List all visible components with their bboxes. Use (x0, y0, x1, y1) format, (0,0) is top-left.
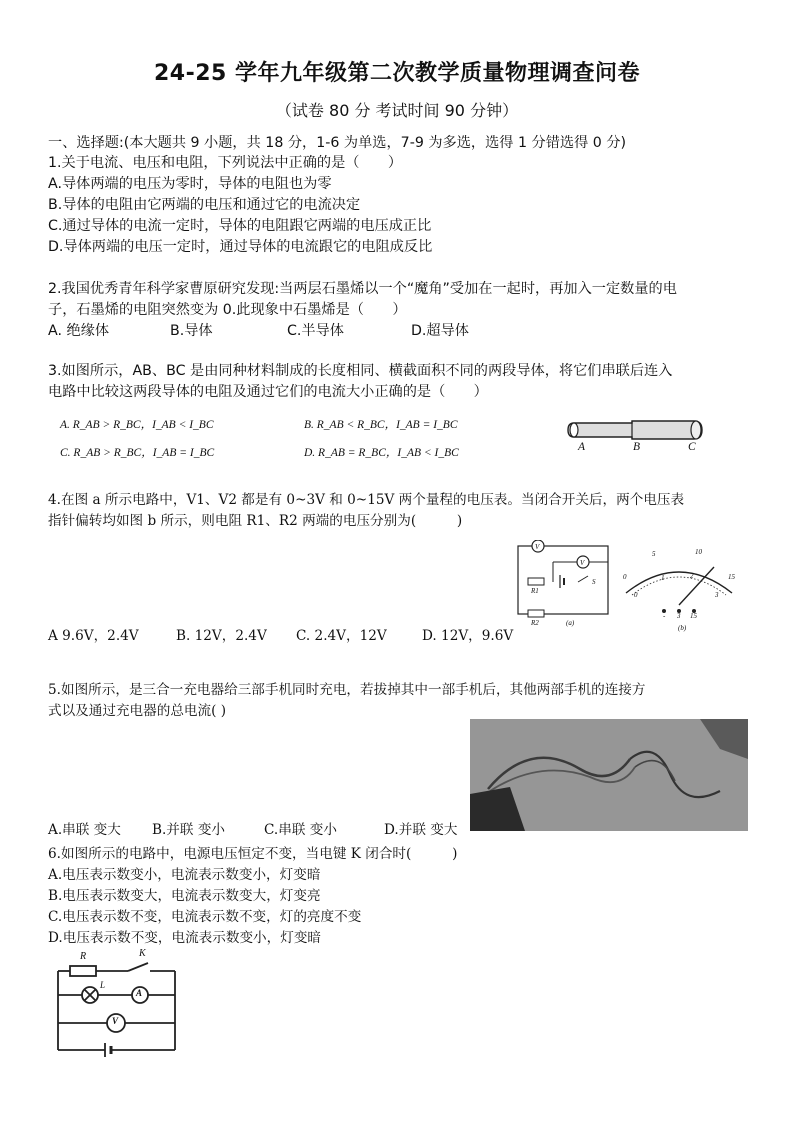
q4-circuit-a-figure (508, 540, 618, 630)
q1-option-d: D.导体两端的电压一定时，通过导体的电流跟它的电阻成反比 (48, 239, 433, 255)
q2-stem-line1: 2.我国优秀青年科学家曹原研究发现:当两层石墨烯以一个“魔角”受加在一起时，再加入一定数量的电 (48, 281, 677, 297)
q4-stem-line1: 4.在图 a 所示电路中，V1、V2 都是有 0~3V 和 0~15V 两个量程的电压表。当闭合开关后，两个电压表 (48, 492, 685, 508)
q6-option-b: B.电压表示数变大，电流表示数变大，灯变亮 (48, 888, 321, 904)
q4-option-c: C. 2.4V，12V (296, 628, 387, 644)
q6-voltmeter-label: V (112, 1016, 119, 1026)
q3-option-b: B. R_AB < R_BC，I_AB = I_BC (304, 419, 458, 431)
q3-option-a: A. R_AB > R_BC，I_AB < I_BC (60, 419, 214, 431)
q1-option-b: B.导体的电阻由它两端的电压和通过它的电流决定 (48, 197, 361, 213)
section-heading: 一、选择题:(本大题共 9 小题，共 18 分，1-6 为单选，7-9 为多选，选得 1 分错选得 0 分) (48, 135, 627, 151)
q4-a-r2-label: R2 (531, 619, 539, 627)
q4-b-terminal-minus: - (663, 612, 666, 620)
q4-b-tick-10: 10 (695, 548, 702, 556)
q3-label-a: A (578, 441, 586, 453)
q4-b-tick-3: 3 (715, 591, 719, 599)
q1-option-c: C.通过导体的电流一定时，导体的电阻跟它两端的电压成正比 (48, 218, 432, 234)
q3-label-c: C (688, 441, 696, 453)
q3-option-d: D. R_AB = R_BC，I_AB < I_BC (304, 447, 459, 459)
q4-option-b: B. 12V，2.4V (176, 628, 267, 644)
q6-label-l: L (100, 980, 106, 990)
q3-label-b: B (633, 441, 641, 453)
q6-option-a: A.电压表示数变小，电流表示数变小，灯变暗 (48, 867, 321, 883)
q4-a-v1-label: V (535, 543, 540, 551)
q5-option-a: A.串联 变大 (48, 822, 121, 838)
q4-stem-line2: 指针偏转均如图 b 所示，则电阻 R1、R2 两端的电压分别为( ) (48, 513, 463, 529)
q3-option-c: C. R_AB > R_BC，I_AB = I_BC (60, 447, 215, 459)
q5-stem-line2: 式以及通过充电器的总电流( ) (48, 703, 227, 719)
q4-b-tick-2: 2 (690, 572, 694, 580)
q1-option-a: A.导体两端的电压为零时，导体的电阻也为零 (48, 176, 332, 192)
exam-subtitle: （试卷 80 分 考试时间 90 分钟） (275, 101, 519, 120)
q4-option-d: D. 12V，9.6V (422, 628, 514, 644)
q2-option-a: A. 绝缘体 (48, 323, 110, 339)
q4-b-terminal-3: 3 (677, 612, 681, 620)
q4-b-tick-5: 5 (652, 550, 656, 558)
q6-circuit-figure (50, 955, 185, 1060)
q6-label-r: R (80, 951, 87, 962)
q6-stem: 6.如图所示的电路中，电源电压恒定不变，当电键 K 闭合时( ) (48, 846, 458, 862)
q4-b-tick-0-upper: 0 (623, 573, 627, 581)
q4-b-tick-0-lower: 0 (634, 591, 638, 599)
q5-option-c: C.串联 变小 (264, 822, 337, 838)
q2-option-d: D.超导体 (411, 323, 469, 339)
q6-ammeter-label: A (136, 988, 143, 998)
q4-b-tick-1: 1 (661, 574, 665, 582)
q6-option-d: D.电压表示数不变，电流表示数变小，灯变暗 (48, 930, 322, 946)
q4-a-caption: (a) (566, 619, 575, 627)
q4-b-tick-15: 15 (728, 573, 735, 581)
q3-stem-line2: 电路中比较这两段导体的电阻及通过它们的电流大小正确的是（ ） (48, 384, 488, 400)
q5-stem-line1: 5.如图所示，是三合一充电器给三部手机同时充电，若拔掉其中一部手机后，其他两部手机的连接方 (48, 682, 646, 698)
q3-stem-line1: 3.如图所示，AB、BC 是由同种材料制成的长度相同、横截面积不同的两段导体，将它们串联后连入 (48, 363, 673, 379)
q6-label-k: K (139, 948, 146, 959)
q4-option-a: A 9.6V，2.4V (48, 628, 139, 644)
q4-b-caption: (b) (678, 624, 687, 632)
q5-charger-photo (470, 719, 748, 831)
q1-stem: 1.关于电流、电压和电阻，下列说法中正确的是（ ） (48, 155, 403, 171)
q4-voltmeter-b-figure (618, 545, 740, 620)
q2-option-b: B.导体 (170, 323, 213, 339)
q2-option-c: C.半导体 (287, 323, 344, 339)
q4-a-r1-label: R1 (531, 587, 539, 595)
exam-title: 24-25 学年九年级第二次教学质量物理调查问卷 (153, 61, 641, 86)
q6-option-c: C.电压表示数不变，电流表示数不变，灯的亮度不变 (48, 909, 362, 925)
q2-stem-line2: 子，石墨烯的电阻突然变为 0.此现象中石墨烯是（ ） (48, 302, 407, 318)
q4-a-switch-label: S (592, 578, 596, 586)
q5-option-b: B.并联 变小 (152, 822, 226, 838)
q5-option-d: D.并联 变大 (384, 822, 458, 838)
q4-b-terminal-15: 15 (690, 612, 697, 620)
q4-a-v2-label: V (580, 559, 585, 567)
